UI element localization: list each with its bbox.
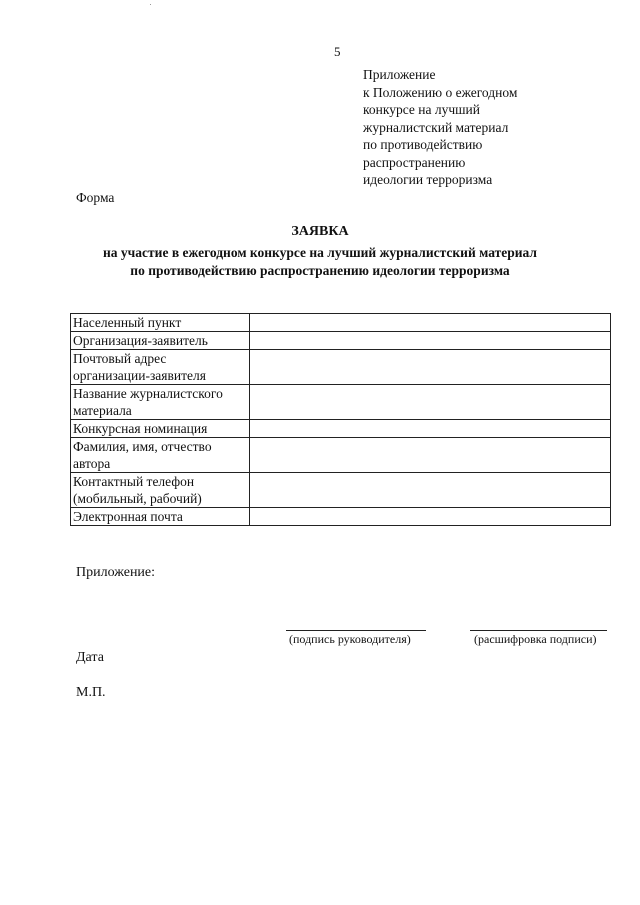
- field-label-line: (мобильный, рабочий): [73, 491, 202, 506]
- appendix-note-line: журналистский материал: [363, 119, 509, 135]
- field-label: [71, 473, 250, 508]
- field-value-cell[interactable]: [250, 385, 611, 420]
- field-value-cell[interactable]: [250, 438, 611, 473]
- field-label: [71, 438, 250, 473]
- appendix-note: [363, 66, 593, 189]
- field-value-cell[interactable]: [250, 314, 611, 332]
- signature-line: [286, 630, 426, 631]
- table-row: [71, 385, 611, 420]
- decode-signature-caption: (расшифровка подписи): [474, 632, 597, 646]
- table-row: [71, 508, 611, 526]
- page-number: 5: [334, 44, 341, 59]
- appendix-note-line: распространению: [363, 154, 466, 170]
- application-table: [70, 313, 611, 526]
- table-row: [71, 350, 611, 385]
- field-label: [71, 314, 250, 332]
- table-row: [71, 314, 611, 332]
- field-label-line: Фамилия, имя, отчество: [73, 439, 212, 454]
- appendix-note-line: конкурсе на лучший: [363, 102, 480, 117]
- table-row: [71, 438, 611, 473]
- field-label: [71, 350, 250, 385]
- field-value-cell[interactable]: [250, 332, 611, 350]
- scan-speck: [150, 4, 151, 5]
- field-label-line: Конкурсная номинация: [73, 421, 208, 436]
- field-label: [71, 332, 250, 350]
- field-value-cell[interactable]: [250, 473, 611, 508]
- signature-caption: (подпись руководителя): [289, 632, 411, 646]
- subtitle-line: на участие в ежегодном конкурсе на лучший журналистский материал: [103, 245, 537, 260]
- form-label: Форма: [76, 190, 115, 205]
- attachment-label: Приложение:: [76, 565, 156, 580]
- field-label-line: Электронная почта: [73, 509, 183, 524]
- field-value-cell[interactable]: [250, 350, 611, 385]
- appendix-note-line: к Положению о ежегодном: [363, 84, 518, 100]
- field-label-line: Населенный пункт: [73, 315, 182, 330]
- field-label-line: автора: [73, 456, 111, 471]
- field-value-cell[interactable]: [250, 420, 611, 438]
- appendix-note-line: идеологии терроризма: [363, 172, 493, 187]
- appendix-note-line: Приложение: [363, 67, 436, 82]
- field-value-cell[interactable]: [250, 508, 611, 526]
- table-row: [71, 473, 611, 508]
- field-label-line: материала: [73, 403, 132, 418]
- document-title: ЗАЯВКА: [291, 224, 349, 239]
- field-label-line: организации-заявителя: [73, 368, 206, 383]
- date-label: Дата: [76, 650, 104, 665]
- decode-signature-line: [470, 630, 607, 631]
- stamp-label: М.П.: [76, 685, 106, 700]
- field-label-line: Почтовый адрес: [73, 351, 167, 366]
- table-row: [71, 420, 611, 438]
- field-label: [71, 420, 250, 438]
- field-label-line: Организация-заявитель: [73, 333, 208, 348]
- table-row: [71, 332, 611, 350]
- subtitle-line: по противодействию распространению идеологии терроризма: [130, 263, 510, 278]
- field-label: [71, 508, 250, 526]
- appendix-note-line: по противодействию: [363, 137, 483, 152]
- field-label-line: Название журналистского: [73, 386, 223, 401]
- document-subtitle: [0, 244, 640, 280]
- field-label-line: Контактный телефон: [73, 474, 195, 489]
- field-label: [71, 385, 250, 420]
